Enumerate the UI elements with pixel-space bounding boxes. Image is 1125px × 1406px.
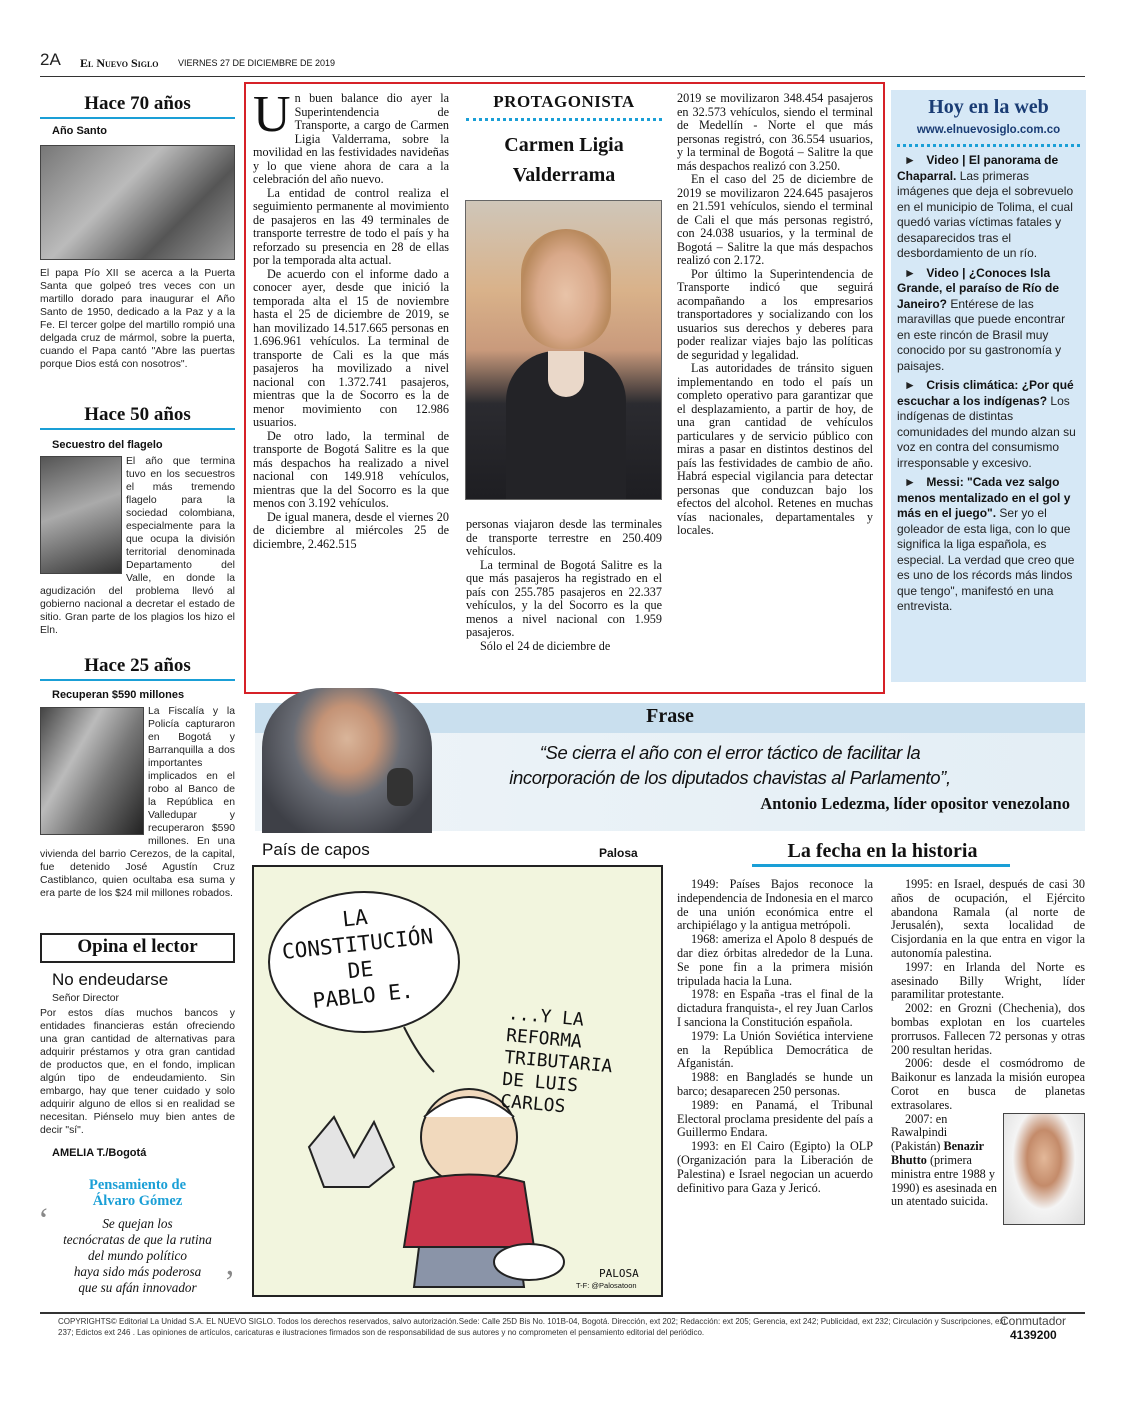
bubble-1-line: PABLO E. xyxy=(311,978,415,1014)
web-item[interactable] xyxy=(897,475,1081,615)
pensamiento-title-line2: Álvaro Gómez xyxy=(92,1193,183,1209)
opina-text: Por estos días muchos bancos y entidades financieras están ofreciendo una gran cantidad de alternativas para adquirir préstamos y otra gran cantidad de productos que, en el fondo, implican algún tipo de endeudamiento. Sin embargo, hay que tener cuidado y solo adquirir alguno de ellos si en realidad se necesitan. Piénselo muy bien antes de decir "sí". xyxy=(40,1008,235,1136)
bubble-2-text xyxy=(499,1003,648,1125)
article-paragraph: 2019 se movilizaron 348.454 pasajeros en 32.573 vehículos, siendo el terminal de Medellín - Norte el que más personas registró, con 36.554 usuarios, y la terminal de Bogotá – Salitre la que más despachos realizó con 3.250. xyxy=(677,91,873,173)
hace-25-text: La Fiscalía y la Policía capturaron en Bogotá y Barranquilla a dos importantes implicados en el robo al Banco de la República en Valledupar y recuperaron $590 millones. En una vivienda del barrio Cerezos, de la capital, fue detenido José Agustín Cruz Castiblanco, quien ocultaba esa suma y era parte de los $24 mil millones robados. xyxy=(40,706,235,899)
footer-rule xyxy=(40,1312,1085,1314)
article-paragraph: n buen balance dio ayer la Superintendencia de Transporte, a cargo de Carmen Ligia Valderrama, sobre la movilidad en las festividades navideñas y lo que viene ahora de cara a la celebración del año nuevo. xyxy=(253,91,449,186)
frase-quote xyxy=(460,740,1000,790)
article-paragraph: En el caso del 25 de diciembre de 2019 se movilizaron 224.645 pasajeros en 21.591 vehículos, siendo el terminal de Cali el que más personas registró, con 24.038 usuarios, y la terminal de Bogotá – Salitre la que más despachos realizó con 2.172. xyxy=(677,172,873,267)
fecha-entry: 1997: en Irlanda del Norte es asesinado Billy Wright, líder paramilitar protestante. xyxy=(891,959,1085,1002)
newspaper-name: El Nuevo Siglo xyxy=(80,56,159,70)
fecha-entry-bold: Benazir Bhutto xyxy=(891,1139,984,1167)
article-paragraph: personas viajaron desde las terminales de transporte terrestre en 250.409 vehículos. xyxy=(466,517,662,558)
hace-25-subtitle: Recuperan $590 millones xyxy=(52,689,185,701)
hace-50-text: El año que termina tuvo en los secuestros el más tremendo flagelo para la sociedad colombiana, especialmente para la que ocupa la división territorial denominada Departamento del Valle, en donde la agudización del problema llevó al gobierno nacional a decretar el estado de sitio. Gran parte de los plagios los hizo el Eln. xyxy=(40,456,235,636)
fecha-entry: 1988: en Bangladés se hunde un barco; desaparecen 250 personas. xyxy=(677,1070,873,1098)
fecha-entry-text: (primera ministra entre 1988 y 1990) es asesinada en un atentado suicida. xyxy=(891,1152,997,1209)
article-column-1 xyxy=(253,86,449,551)
article-paragraph: La terminal de Bogotá Salitre es la que más pasajeros ha registrado en el país con 255.785 pasajeros en 22.337 vehículos, y la del Socorro es la que menos a nivel nacional con 1.959 pasajeros. xyxy=(466,557,662,639)
web-item[interactable] xyxy=(897,266,1081,375)
fecha-entry: 1995: en Israel, después de casi 30 años de ocupación, el Ejército abandona Ramala (al norte de Jerusalén), sexta localidad de Cisjordania en la que entra en vigor la autonomía palestina. xyxy=(891,877,1085,960)
fecha-entry: 2002: en Grozni (Chechenia), dos bombas explotan en los cuarteles prorrusos. Fallecen 72 personas y otras 200 resultan heridas. xyxy=(891,1001,1085,1057)
hace-70-text: El papa Pío XII se acerca a la Puerta Santa que golpeó tres veces con un martillo dorado para inaugurar el Año Santo de 1950, dedicado a la Paz y a la Fe. El tercer golpe del martillo rompió una delgada cruz de mármol, sobre la puerta, cuando el Papa cantó "Abre las puertas porque Dios está con nosotros". xyxy=(40,268,235,370)
article-paragraph: Las autoridades de tránsito siguen implementando en todo el país un completo operativo para garantizar que el desplazamiento, a partir de hoy, de una gran cantidad de vehículos particulares y de servicio público con miras a pasar en distintos destinos del país las festividades de cambio de año. Habrá especial vigilancia para detectar personas que conduzcan bajo los efectos del alcohol. Retenes en muchas vías nacionales, departamentales y locales. xyxy=(677,361,873,537)
web-items xyxy=(897,153,1081,615)
bubble-2-line: TRIBUTARIA xyxy=(503,1046,614,1078)
h25-rule xyxy=(40,679,235,681)
fecha-entry: 2006: desde el cosmódromo de Baikonur es lanzada la misión europea Corot en busca de planetas extrasolares. xyxy=(891,1056,1085,1112)
pensamiento-quote xyxy=(50,1216,225,1296)
speaker-photo xyxy=(262,688,432,833)
bubble-1-line: LA xyxy=(341,904,369,932)
pensamiento-line: del mundo político xyxy=(88,1248,187,1263)
arrow-icon: ► xyxy=(904,153,916,167)
bubble-1-line: CONSTITUCIÓN xyxy=(280,924,435,964)
arrow-icon: ► xyxy=(904,265,916,280)
bubble-2-line: ...Y LA xyxy=(507,1003,585,1031)
fecha-column-1 xyxy=(677,878,873,1195)
page-number: 2A xyxy=(40,50,61,69)
fecha-column-2 xyxy=(891,878,1085,1225)
web-title: Hoy en la web xyxy=(928,96,1049,118)
h25-text-wrap xyxy=(40,705,235,900)
protagonista-label: PROTAGONISTA xyxy=(493,92,635,111)
footer-switchboard-number: 4139200 xyxy=(1010,1328,1057,1342)
protagonista-rule xyxy=(466,118,662,121)
h70-rule xyxy=(40,117,235,119)
h50-rule xyxy=(40,428,235,430)
cartoon-signature: PALOSA xyxy=(599,1267,639,1280)
article-paragraph: La entidad de control realiza el seguimiento permanente al movimiento de pasajeros en las 49 terminales de transporte terrestre de todo el país y ha reforzado su presencia en 28 de ellas por la temporada alta actual. xyxy=(253,185,449,267)
cartoon-title: País de capos xyxy=(262,840,370,859)
web-item[interactable] xyxy=(897,378,1081,471)
web-item-headline: Messi: "Cada vez salgo menos mentalizado en el gol y más en el juego". xyxy=(897,475,1071,520)
arrow-icon: ► xyxy=(904,378,916,392)
web-url[interactable]: www.elnuevosiglo.com.co xyxy=(916,124,1061,136)
fecha-entry: 1978: en España -tras el final de la dictadura franquista-, el rey Juan Carlos I sanciona la Constitución española. xyxy=(677,987,873,1029)
frase-author: Antonio Ledezma, líder opositor venezolano xyxy=(760,794,1070,813)
web-item-text: Los indígenas de distintas comunidades del mundo alzan su voz en contra del consumismo irresponsable y excesivo. xyxy=(897,393,1076,470)
fecha-entry: 1993: en El Cairo (Egipto) la OLP (Organización para la Liberación de Palestina) e Israel negocian un acuerdo definitivo para Gaza y Jericó. xyxy=(677,1139,873,1195)
protagonista-name: Carmen Ligia Valderrama xyxy=(504,134,624,186)
article-column-2 xyxy=(466,518,662,653)
hace-70-subtitle: Año Santo xyxy=(52,125,107,137)
dropcap: U xyxy=(253,86,291,143)
bubble-1-text xyxy=(269,896,449,1017)
close-quote-icon: ’ xyxy=(224,1264,236,1301)
article-paragraph: De acuerdo con el informe dado a conocer ayer, desde que inició la temporada alta el 15 de noviembre hasta el 25 de diciembre de 2019, se han movilizado 14.517.665 personas en 1.696.961 vehículos. La terminal de transporte de Cali es la que más pasajeros ha movilizado a nivel nacional con 1.372.741 pasajeros, mientras que la de Socorro es la de menor movimiento con 12.986 usuarios. xyxy=(253,266,449,429)
opina-headline: No endeudarse xyxy=(52,970,169,989)
h50-text-wrap xyxy=(40,455,235,637)
protagonista-photo xyxy=(465,200,662,500)
issue-date: VIERNES 27 DE DICIEMBRE DE 2019 xyxy=(178,58,336,68)
frase-quote-line: “Se cierra el año con el error táctico de facilitar la xyxy=(539,742,921,763)
web-item-headline: Crisis climática: ¿Por qué escuchar a los indígenas? xyxy=(897,378,1074,408)
arrow-icon: ► xyxy=(904,475,916,489)
opina-title: Opina el lector xyxy=(77,936,198,957)
article-paragraph: Sólo el 24 de diciembre de xyxy=(480,638,611,653)
fecha-entry-last xyxy=(891,1113,1085,1210)
frase-title: Frase xyxy=(646,705,694,727)
fecha-entry: 1949: Países Bajos reconoce la independencia de Indonesia en el marco de una unión económica entre el archipiélago y la antigua metrópoli. xyxy=(677,877,873,933)
web-item-headline: Video | El panorama de Chaparral. xyxy=(897,153,1059,183)
open-quote-icon: ‘ xyxy=(38,1202,50,1239)
footer-switchboard-label: Conmutador xyxy=(1000,1314,1067,1328)
pensamiento-line: tecnócratas de que la rutina xyxy=(63,1232,212,1247)
hace-50-title: Hace 50 años xyxy=(84,404,191,425)
pensamiento-line: que su afán innovador xyxy=(78,1280,197,1295)
web-item-text: Ser yo el goleador de esta liga, con lo que significa la liga española, es especial. La verdad que creo que es uno de los récords más lindos que tengo", manifestó en una entrevista. xyxy=(897,506,1075,613)
cartoon-panel xyxy=(252,865,663,1297)
microphone-icon xyxy=(387,768,413,806)
footer-copyright: COPYRIGHTS© Editorial La Unidad S.A. EL NUEVO SIGLO. Todos los derechos reservados, salvo autorización.Sede: Calle 25D Bis No. 101B-04, Bogotá. Dirección, ext 202; Redacción: ext 205; Gerencia, ext 242; Publicidad, ext 232; Circulación y Suscripciones, ext 237; Edictos ext 246 . Las opiniones de artículos, caricaturas e ilustraciones firmados son de responsabilidad de sus autores y no comprometen el pensamiento editorial del periódico. xyxy=(58,1317,1006,1337)
article-column-3 xyxy=(677,92,873,538)
bhutto-photo xyxy=(1003,1113,1085,1225)
frase-quote-line: incorporación de los diputados chavistas al Parlamento”, xyxy=(509,767,951,788)
opina-signature: AMELIA T./Bogotá xyxy=(52,1147,147,1159)
hace-70-title: Hace 70 años xyxy=(84,93,191,114)
hace-25-title: Hace 25 años xyxy=(84,655,191,676)
fecha-title: La fecha en la historia xyxy=(787,840,978,862)
header-rule xyxy=(40,76,1085,77)
bubble-1-line: DE xyxy=(346,956,375,984)
fecha-entry-text: 2007: en Rawalpindi (Pakistán) xyxy=(891,1111,948,1154)
opina-salutation: Señor Director xyxy=(52,993,119,1004)
fecha-entry: 1968: ameriza el Apolo 8 después de dar diez órbitas alrededor de la Luna. Se pone fin a la primera misión tripulada hacia la Luna. xyxy=(677,932,873,988)
pensamiento-line: haya sido más poderosa xyxy=(73,1264,202,1279)
pope-photo xyxy=(40,145,235,260)
pensamiento-title-line1: Pensamiento de xyxy=(88,1177,187,1193)
fecha-rule xyxy=(752,864,1010,867)
cartoon-author: Palosa xyxy=(599,846,638,860)
cartoon-credit: T-F: @Palosatoon xyxy=(576,1281,637,1290)
web-item[interactable] xyxy=(897,153,1081,262)
hace-50-subtitle: Secuestro del flagelo xyxy=(52,439,163,451)
article-paragraph: De igual manera, desde el viernes 20 de diciembre al miércoles 25 de diciembre, 2.462.515 xyxy=(253,509,449,551)
web-rule xyxy=(897,144,1080,147)
article-paragraph: De otro lado, la terminal de transporte de Bogotá Salitre es la que más despachos ha realizado a nivel nacional con 149.918 vehículos, mientras que la del Socorro es la que menos con 3.192 vehículos. xyxy=(253,428,449,510)
web-item-text: Las primeras imágenes que deja el sobrevuelo en el municipio de Tolima, el cual quedó varias víctimas fatales y desaparecidos tras el desbordamiento de un río. xyxy=(897,168,1074,260)
bubble-2-line: CARLOS xyxy=(499,1090,567,1118)
pensamiento-line: Se quejan los xyxy=(102,1216,173,1231)
fecha-entry: 1989: en Panamá, el Tribunal Electoral proclama presidente del país a Guillermo Endara. xyxy=(677,1097,873,1140)
fecha-entry: 1979: La Unión Soviética interviene en la República Democrática de Afganistán. xyxy=(677,1028,873,1071)
pensamiento-title xyxy=(40,1177,235,1209)
bubble-2-line: REFORMA xyxy=(505,1025,583,1053)
web-item-text: Entérese de las maravillas que puede encontrar en este rincón de Brasil muy conocido por su gastronomía y paisajes. xyxy=(897,296,1066,373)
web-item-headline: Video | ¿Conoces Isla Grande, el paraíso de Río de Janeiro? xyxy=(897,265,1060,311)
article-paragraph: Por último la Superintendencia de Transporte indicó que seguirá acompañando a los empresarios transportadores y socializando con los usuarios sus derechos y deberes para poder realizar viajes bajo las políticas de seguridad y legalidad. xyxy=(677,266,873,362)
bubble-2-line: DE LUIS xyxy=(501,1068,579,1097)
